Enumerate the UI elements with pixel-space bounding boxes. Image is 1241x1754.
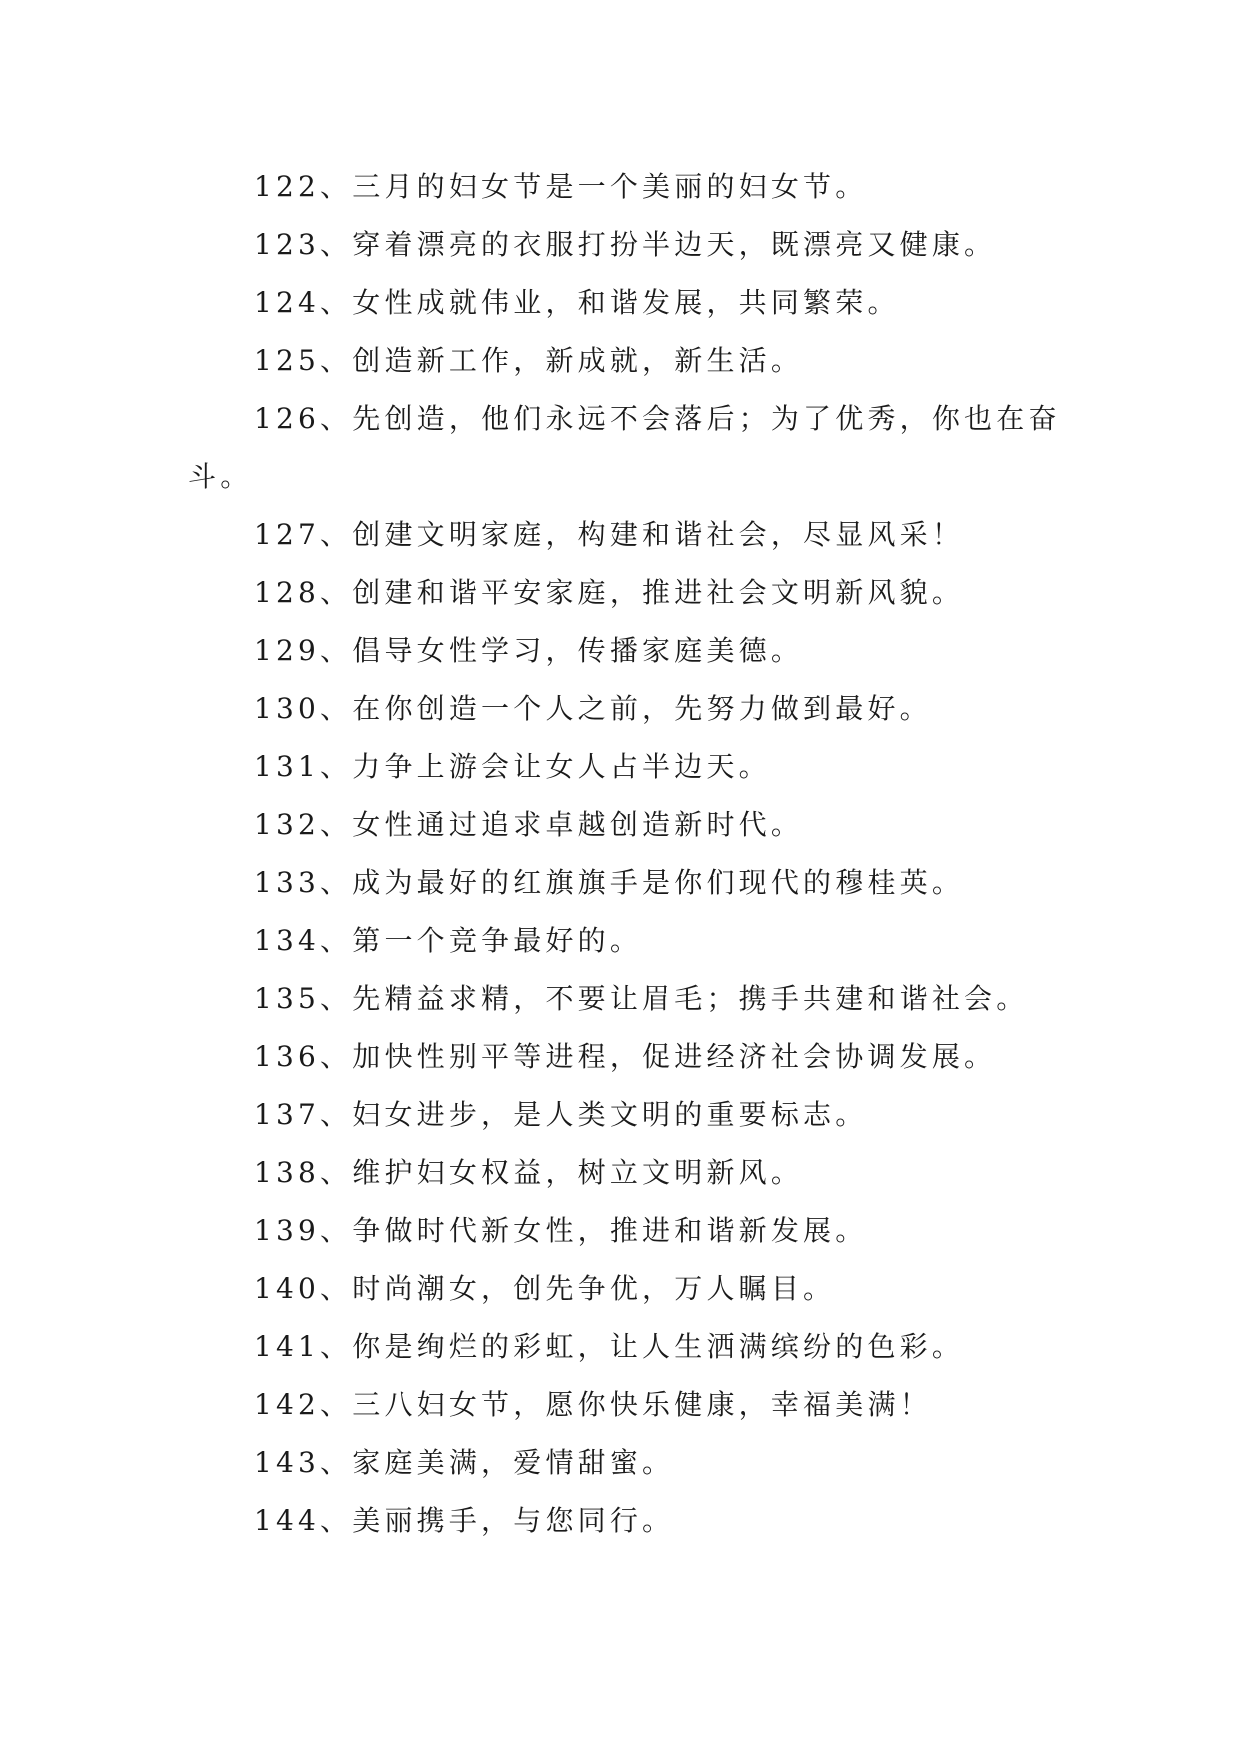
list-item: 135、先精益求精，不要让眉毛；携手共建和谐社会。 <box>254 982 1029 1015</box>
list-item: 140、时尚潮女，创先争优，万人瞩目。 <box>254 1272 836 1305</box>
list-item: 136、加快性别平等进程，促进经济社会协调发展。 <box>254 1040 997 1073</box>
list-item: 123、穿着漂亮的衣服打扮半边天，既漂亮又健康。 <box>254 228 997 261</box>
list-item: 124、女性成就伟业，和谐发展，共同繁荣。 <box>254 286 900 319</box>
list-item: 132、女性通过追求卓越创造新时代。 <box>254 808 804 841</box>
list-item: 129、倡导女性学习，传播家庭美德。 <box>254 634 804 667</box>
list-item: 138、维护妇女权益，树立文明新风。 <box>254 1156 804 1189</box>
list-item: 141、你是绚烂的彩虹，让人生洒满缤纷的色彩。 <box>254 1330 965 1363</box>
list-item: 142、三八妇女节，愿你快乐健康，幸福美满！ <box>254 1388 932 1421</box>
list-item: 131、力争上游会让女人占半边天。 <box>254 750 771 783</box>
list-item: 137、妇女进步，是人类文明的重要标志。 <box>254 1098 868 1131</box>
list-item: 139、争做时代新女性，推进和谐新发展。 <box>254 1214 868 1247</box>
list-item: 130、在你创造一个人之前，先努力做到最好。 <box>254 692 932 725</box>
list-item: 143、家庭美满，爱情甜蜜。 <box>254 1446 675 1479</box>
list-item: 125、创造新工作，新成就，新生活。 <box>254 344 804 377</box>
list-item: 128、创建和谐平安家庭，推进社会文明新风貌。 <box>254 576 965 609</box>
slogan-list <box>188 158 1068 1550</box>
list-item: 127、创建文明家庭，构建和谐社会，尽显风采！ <box>254 518 965 551</box>
list-item: 133、成为最好的红旗旗手是你们现代的穆桂英。 <box>254 866 965 899</box>
list-item: 122、三月的妇女节是一个美丽的妇女节。 <box>254 170 868 203</box>
list-item: 144、美丽携手，与您同行。 <box>254 1504 675 1537</box>
list-item: 134、第一个竞争最好的。 <box>254 924 643 957</box>
list-item: 126、先创造，他们永远不会落后；为了优秀，你也在奋斗。 <box>188 402 1061 493</box>
